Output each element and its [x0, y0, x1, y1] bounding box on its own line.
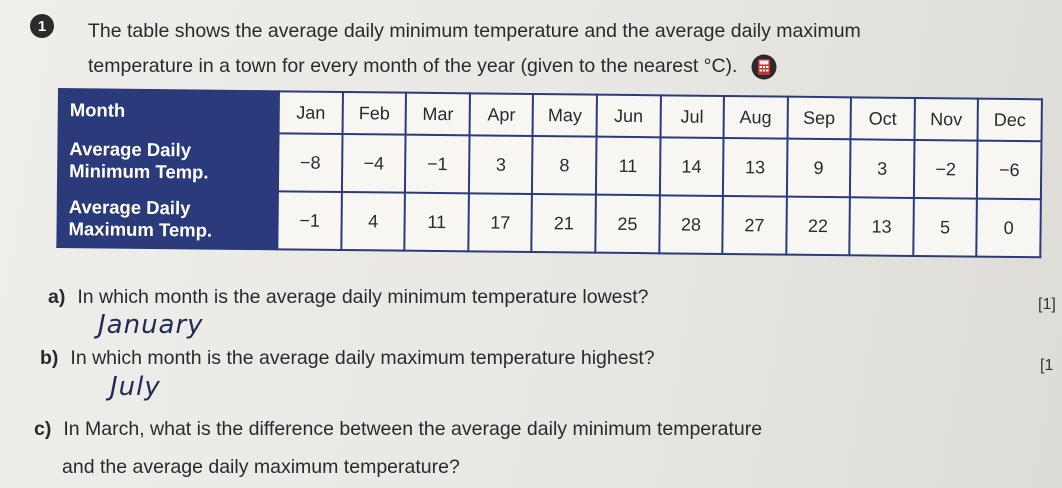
max-temp-cell: 5: [913, 198, 977, 257]
month-cell: Dec: [978, 99, 1042, 142]
part-c-text-line-2: and the average daily maximum temperature?: [62, 456, 460, 478]
month-cell: Mar: [406, 93, 470, 136]
month-cell: May: [533, 94, 597, 137]
min-temp-cell: −1: [405, 135, 469, 194]
min-temp-cell: −4: [342, 134, 406, 193]
table-row-minimum: [58, 131, 1042, 199]
intro-line-2-wrap: [88, 49, 1028, 84]
max-temp-cell: 25: [595, 195, 659, 254]
row-label-line: Average Daily: [68, 196, 191, 219]
month-cell: Sep: [787, 97, 851, 140]
part-a-letter: a): [48, 286, 66, 308]
table-row-maximum: [57, 189, 1041, 257]
min-temp-cell: −8: [278, 133, 342, 192]
max-temp-cell: 0: [977, 199, 1041, 258]
month-cell: Nov: [914, 98, 978, 141]
min-temp-cell: 14: [659, 137, 723, 196]
min-temp-cell: 11: [596, 137, 660, 196]
temperature-table: [56, 88, 1043, 258]
month-cell: Feb: [342, 92, 406, 135]
max-temp-cell: 27: [722, 196, 786, 255]
min-temp-cell: 9: [787, 139, 851, 198]
part-c-question: [34, 410, 762, 486]
min-temp-cell: 3: [469, 135, 533, 194]
row-label-line: Minimum Temp.: [69, 160, 209, 183]
part-a-question: [48, 286, 649, 309]
row-header-maximum: [57, 189, 278, 249]
month-cell: Jan: [279, 91, 343, 134]
row-label-line: Average Daily: [69, 138, 192, 161]
month-cell: Apr: [469, 93, 533, 136]
month-cell: Oct: [851, 97, 915, 140]
part-b-letter: b): [40, 347, 59, 369]
part-a-text: In which month is the average daily minimum temperature lowest?: [77, 286, 649, 308]
min-temp-cell: 13: [723, 138, 787, 197]
max-temp-cell: 28: [659, 195, 723, 254]
part-b-handwritten-answer: July: [110, 372, 161, 402]
part-a-handwritten-answer: January: [98, 310, 204, 340]
intro-line-1: The table shows the average daily minimum temperature and the average daily maximum: [88, 20, 861, 42]
min-temp-cell: 8: [532, 136, 596, 195]
question-number-badge: [30, 14, 54, 38]
month-cell: Jun: [597, 95, 661, 138]
min-temp-cell: −6: [977, 141, 1041, 200]
max-temp-cell: 4: [341, 192, 405, 251]
max-temp-cell: 11: [405, 193, 469, 252]
part-c-text-line-1: In March, what is the difference between the average daily minimum temperature: [63, 418, 763, 440]
max-temp-cell: 13: [849, 197, 913, 256]
month-header-cell: Month: [59, 89, 280, 133]
part-b-question: [40, 347, 655, 370]
question-number: 1: [37, 17, 47, 35]
part-c-line-1-wrap: [34, 410, 762, 448]
min-temp-cell: 3: [850, 139, 914, 198]
max-temp-cell: 17: [468, 193, 532, 252]
row-label-line: Maximum Temp.: [68, 218, 213, 241]
row-header-minimum: [58, 131, 279, 191]
calculator-icon: [751, 54, 777, 80]
part-b-text: In which month is the average daily maximum temperature highest?: [70, 347, 655, 369]
month-cell: Jul: [660, 95, 724, 138]
month-cell: Aug: [724, 96, 788, 139]
question-intro: [88, 14, 1028, 84]
part-c-letter: c): [34, 418, 52, 440]
part-b-marks: [1: [1040, 357, 1054, 374]
max-temp-cell: 22: [786, 197, 850, 256]
max-temp-cell: −1: [278, 191, 342, 250]
min-temp-cell: −2: [914, 140, 978, 199]
max-temp-cell: 21: [532, 194, 596, 253]
part-a-marks: [1]: [1038, 296, 1056, 313]
intro-line-2: temperature in a town for every month of the year (given to the nearest °C).: [88, 55, 738, 77]
temperature-table-wrapper: [56, 88, 1043, 258]
